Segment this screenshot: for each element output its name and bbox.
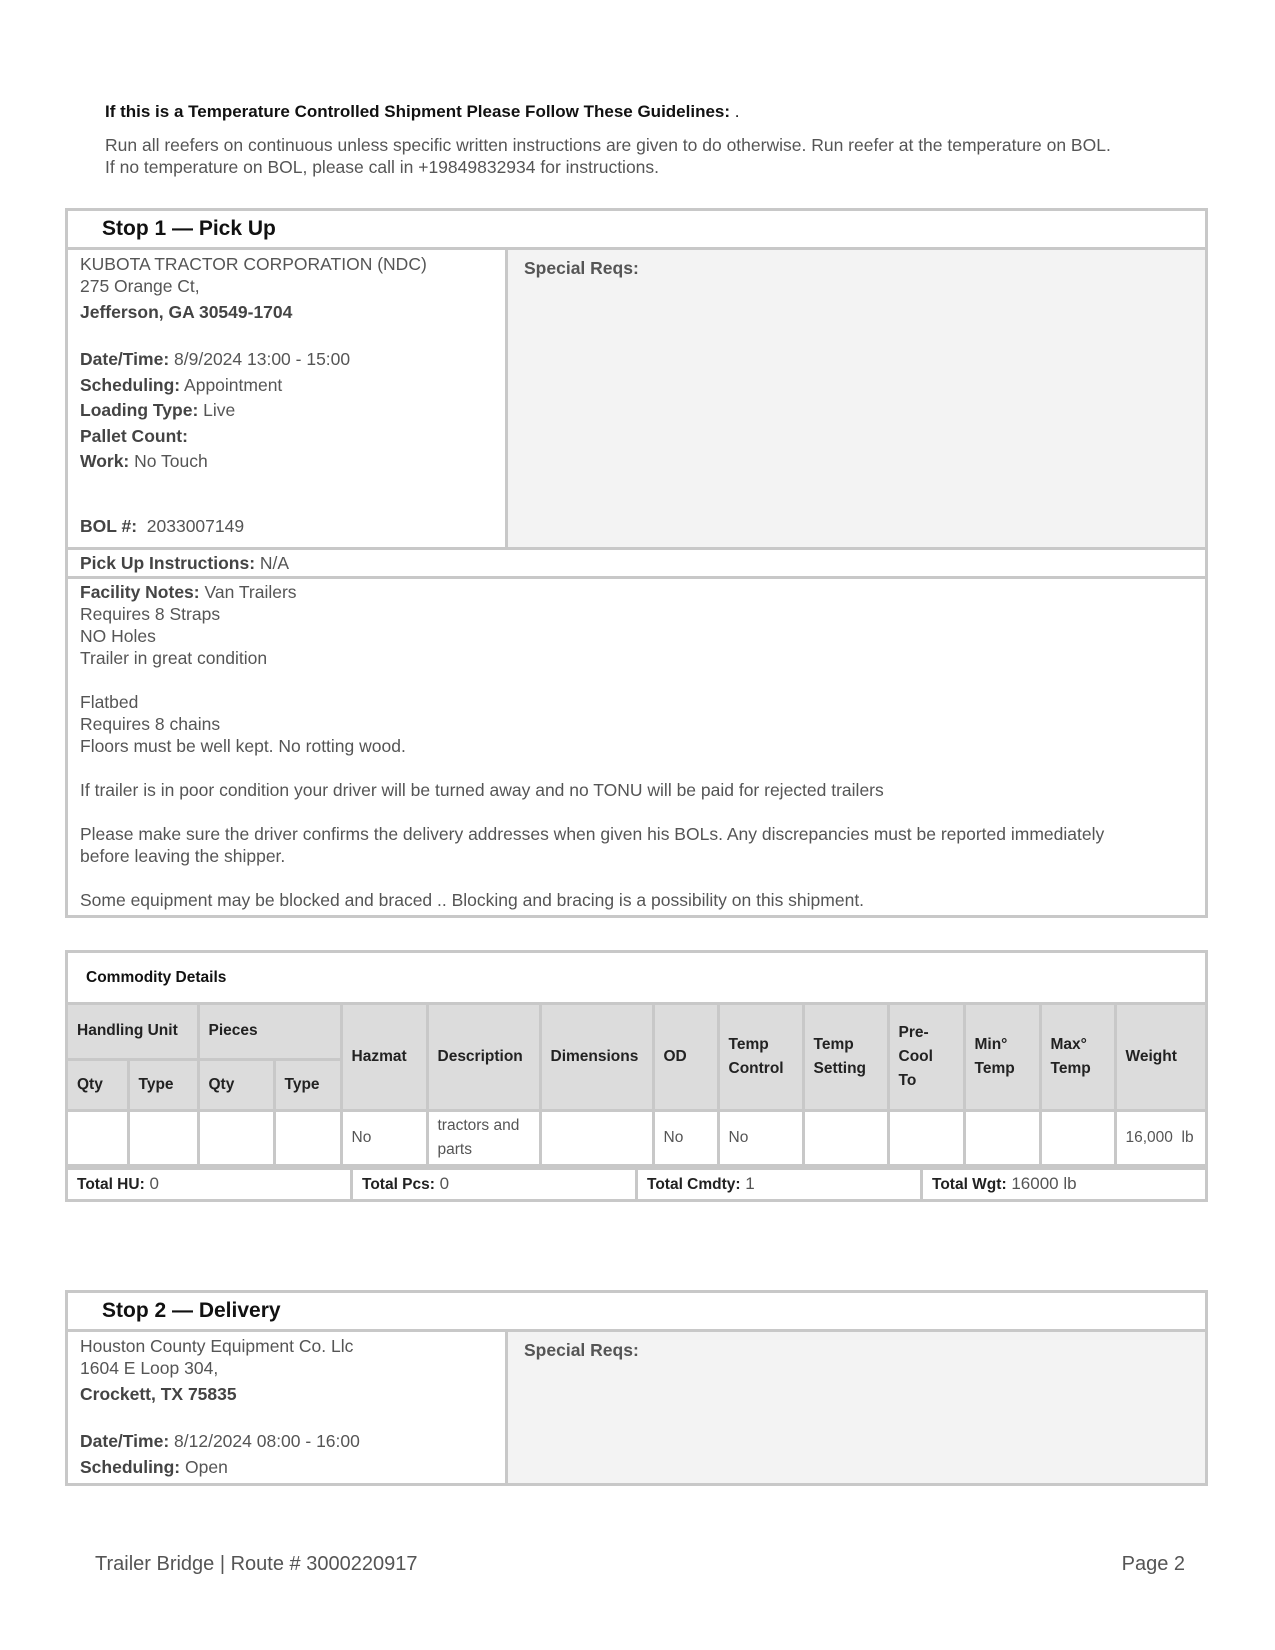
facility-note-line: before leaving the shipper.	[80, 846, 286, 866]
facility-note-blank	[80, 801, 1193, 823]
header-weight: Weight	[1115, 1005, 1205, 1110]
stop-1-work: Work: No Touch	[80, 451, 208, 471]
stop-2-title: Stop 2 — Delivery	[68, 1293, 1205, 1332]
cell-pc-qty	[198, 1110, 274, 1165]
stop-2-datetime: Date/Time: 8/12/2024 08:00 - 16:00	[80, 1431, 360, 1451]
facility-notes: Facility Notes: Van Trailers Requires 8 Straps NO Holes Trailer in great condition Flatbed Requires 8 chains Floors must be well kept. No rotting wood. If trailer is in poor condition your driver will be turned away and no TONU will be paid for rejected trailers Please make sure the driver confirms the delivery addresses when given his BOLs. Any discrepancies must be reported immediately before leaving the shipper. Some equipment may be blocked and braced .. Blocking and bracing is a possibility on this shipment.	[68, 576, 1205, 915]
cell-temp-setting	[803, 1110, 888, 1165]
facility-note-line: Some equipment may be blocked and braced .. Blocking and bracing is a possibility on this shipment.	[80, 890, 865, 910]
stop-2-details	[68, 1332, 508, 1483]
header-pieces: Pieces	[198, 1005, 341, 1059]
facility-note-blank	[80, 867, 1193, 889]
cell-min-temp	[964, 1110, 1040, 1165]
cell-pc-type	[274, 1110, 341, 1165]
facility-note-line: Requires 8 Straps	[80, 604, 221, 624]
page-footer	[95, 1553, 1185, 1576]
table-row	[68, 1110, 1205, 1165]
header-temp-control: Temp Control	[718, 1005, 803, 1110]
header-handling-unit: Handling Unit	[68, 1005, 198, 1059]
cell-max-temp	[1040, 1110, 1115, 1165]
facility-note-line: Requires 8 chains	[80, 714, 221, 734]
commodity-table	[68, 1005, 1205, 1167]
stop-2-scheduling: Scheduling: Open	[80, 1456, 228, 1477]
cell-od: No	[653, 1110, 718, 1165]
facility-note-blank	[80, 669, 1193, 691]
pick-up-instructions: Pick Up Instructions: N/A	[68, 547, 1205, 576]
cell-dimensions	[540, 1110, 653, 1165]
header-od: OD	[653, 1005, 718, 1110]
header-pc-type: Type	[274, 1059, 341, 1110]
stop-1-datetime: Date/Time: 8/9/2024 13:00 - 15:00	[80, 349, 351, 369]
cell-hazmat: No	[341, 1110, 427, 1165]
guidelines-body: Run all reefers on continuous unless specific written instructions are given to do otherwise. Run reefer at the temperature on BOL. If no temperature on BOL, please call in +19849832934 for instructions.	[105, 135, 1111, 177]
header-pc-qty: Qty	[198, 1059, 274, 1110]
total-hu: Total HU: 0	[68, 1170, 353, 1199]
stop-1-pallet-count: Pallet Count:	[80, 425, 188, 446]
stop-1-scheduling: Scheduling: Appointment	[80, 374, 283, 395]
header-dimensions: Dimensions	[540, 1005, 653, 1110]
stop-1-bol: BOL #: 2033007149	[80, 515, 245, 536]
facility-note-line: Floors must be well kept. No rotting wood.	[80, 736, 406, 756]
commodity-details	[65, 950, 1208, 1202]
cell-precool	[888, 1110, 964, 1165]
stop-1-loading-type: Loading Type: Live	[80, 400, 236, 420]
header-hazmat: Hazmat	[341, 1005, 427, 1110]
header-min-temp: Min° Temp	[964, 1005, 1040, 1110]
stop-2-section	[65, 1290, 1208, 1486]
facility-note-line: Please make sure the driver confirms the delivery addresses when given his BOLs. Any discrepancies must be reported immediately	[80, 824, 1105, 844]
footer-route: Trailer Bridge | Route # 3000220917	[95, 1553, 418, 1575]
header-temp-setting: Temp Setting	[803, 1005, 888, 1110]
stop-1-city: Jefferson, GA 30549-1704	[80, 302, 293, 322]
total-pcs: Total Pcs: 0	[353, 1170, 638, 1199]
stop-1-details	[68, 250, 508, 547]
page-number: Page 2	[1121, 1553, 1185, 1575]
header-precool: Pre-Cool To	[888, 1005, 964, 1110]
guidelines-heading: If this is a Temperature Controlled Shipment Please Follow These Guidelines: .	[105, 102, 740, 121]
stop-2-city: Crockett, TX 75835	[80, 1384, 237, 1404]
cell-hu-qty	[68, 1110, 128, 1165]
stop-1-company: KUBOTA TRACTOR CORPORATION (NDC)	[80, 254, 427, 274]
facility-note-line: NO Holes	[80, 626, 156, 646]
commodity-totals	[68, 1167, 1205, 1199]
cell-weight: 16,000 lb	[1115, 1110, 1205, 1165]
cell-description: tractors and parts	[427, 1110, 540, 1165]
total-wgt: Total Wgt: 16000 lb	[932, 1173, 1077, 1193]
commodity-title: Commodity Details	[68, 953, 1205, 1005]
facility-note-line: Trailer in great condition	[80, 648, 268, 668]
header-hu-qty: Qty	[68, 1059, 128, 1110]
facility-note-blank	[80, 757, 1193, 779]
temperature-guidelines	[105, 102, 1205, 178]
header-max-temp: Max° Temp	[1040, 1005, 1115, 1110]
cell-hu-type	[128, 1110, 198, 1165]
stop-1-special-reqs: Special Reqs:	[508, 250, 1205, 547]
stop-2-company: Houston County Equipment Co. Llc	[80, 1336, 354, 1356]
stop-2-street: 1604 E Loop 304,	[80, 1358, 219, 1378]
header-hu-type: Type	[128, 1059, 198, 1110]
cell-temp-control: No	[718, 1110, 803, 1165]
stop-1-title: Stop 1 — Pick Up	[68, 211, 1205, 250]
stop-2-special-reqs: Special Reqs:	[508, 1332, 1205, 1483]
total-cmdty: Total Cmdty: 1	[638, 1170, 923, 1199]
facility-note-line: Flatbed	[80, 692, 139, 712]
header-description: Description	[427, 1005, 540, 1110]
facility-note-line: If trailer is in poor condition your driver will be turned away and no TONU will be paid for rejected trailers	[80, 780, 884, 800]
stop-1-section	[65, 208, 1208, 918]
stop-1-street: 275 Orange Ct,	[80, 276, 200, 296]
